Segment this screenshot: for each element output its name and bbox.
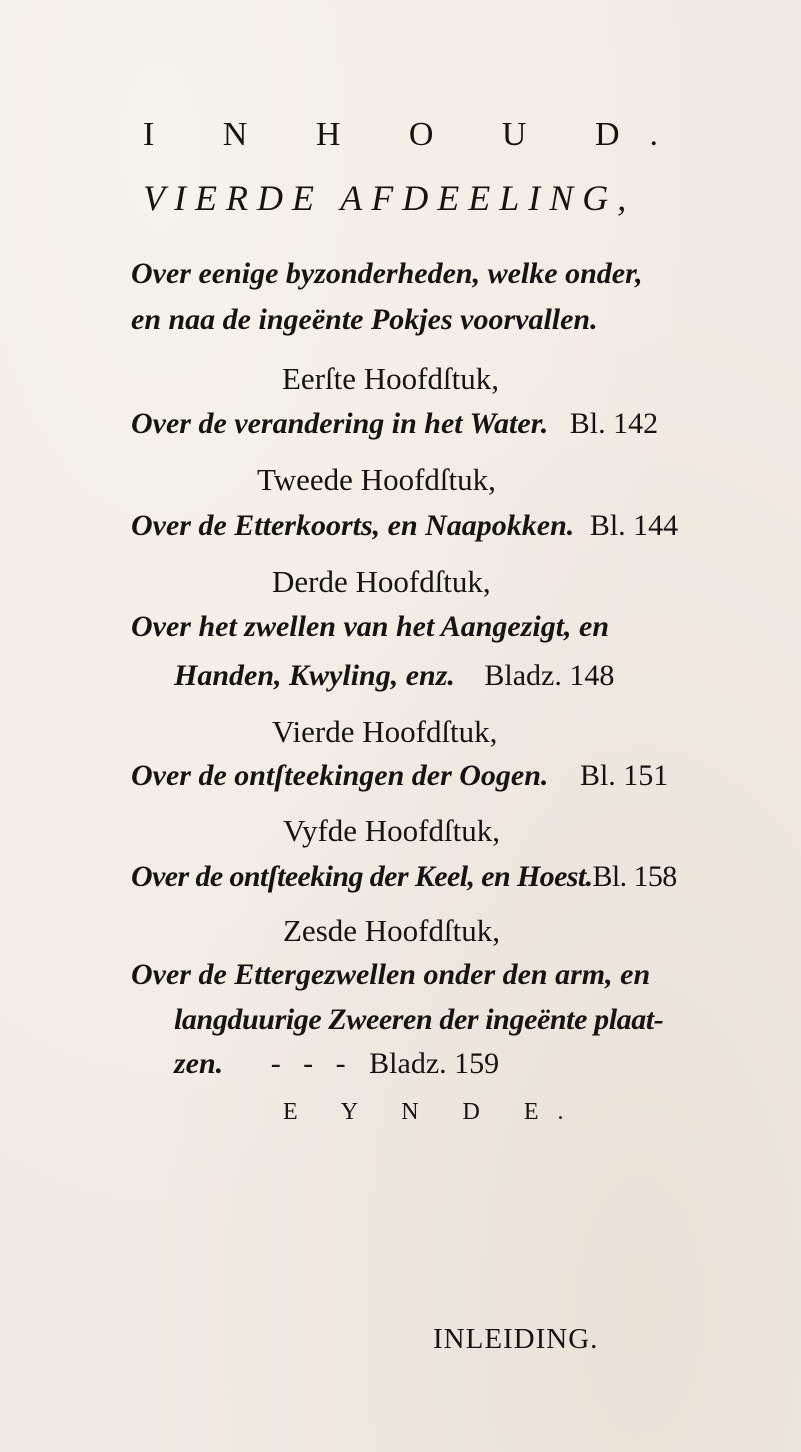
chapter-2-title <box>131 511 678 541</box>
catchword: INLEIDING. <box>433 1323 599 1355</box>
chapter-6-title-line-3-text: zen. <box>174 1047 224 1080</box>
chapter-3-page-ref: Bladz. 148 <box>484 659 615 692</box>
page-heading: I N H O U D. <box>142 116 689 153</box>
chapter-6-title-line-3 <box>174 1049 499 1079</box>
chapter-4-title-text: Over de ontſteekingen der Oogen. <box>131 759 549 792</box>
chapter-5-page-ref: Bl. 158 <box>592 860 677 893</box>
chapter-6-label: Zesde Hoofdſtuk, <box>283 913 500 948</box>
chapter-4-page-ref: Bl. 151 <box>579 759 669 792</box>
chapter-4-label: Vierde Hoofdſtuk, <box>272 714 498 749</box>
chapter-1-title-text: Over de verandering in het Water. <box>131 407 549 440</box>
chapter-6-leader-dots: - - - <box>270 1047 346 1080</box>
chapter-1-title <box>131 409 658 439</box>
chapter-3-title-line-1: Over het zwellen van het Aangezigt, en <box>131 610 610 643</box>
chapter-5-title-text: Over de ontſteeking der Keel, en Hoest. <box>131 860 593 893</box>
chapter-3-label: Derde Hoofdſtuk, <box>272 564 491 599</box>
intro-line-2: en naa de ingeënte Pokjes voorvallen. <box>131 303 598 336</box>
chapter-3-title-line-2 <box>174 661 614 691</box>
chapter-2-label: Tweede Hoofdſtuk, <box>257 462 496 497</box>
chapter-6-page-ref: Bladz. 159 <box>369 1047 500 1080</box>
finis-text: E Y N D E. <box>283 1099 583 1125</box>
chapter-5-title <box>131 862 677 892</box>
chapter-1-label: Eerſte Hoofdſtuk, <box>282 361 499 396</box>
chapter-6-title-line-2: langduurige Zweeren der ingeënte plaat- <box>174 1003 664 1036</box>
chapter-5-label: Vyfde Hoofdſtuk, <box>283 813 500 848</box>
chapter-4-title <box>131 761 668 791</box>
section-title: VIERDE AFDEELING, <box>143 178 636 218</box>
chapter-1-page-ref: Bl. 142 <box>569 407 659 440</box>
chapter-2-page-ref: Bl. 144 <box>589 509 679 542</box>
chapter-6-title-line-1: Over de Ettergezwellen onder den arm, en <box>131 958 651 991</box>
intro-line-1: Over eenige byzonderheden, welke onder, <box>131 257 643 290</box>
chapter-2-title-text: Over de Etterkoorts, en Naapokken. <box>131 509 575 542</box>
chapter-3-title-line-2-text: Handen, Kwyling, enz. <box>174 659 455 692</box>
